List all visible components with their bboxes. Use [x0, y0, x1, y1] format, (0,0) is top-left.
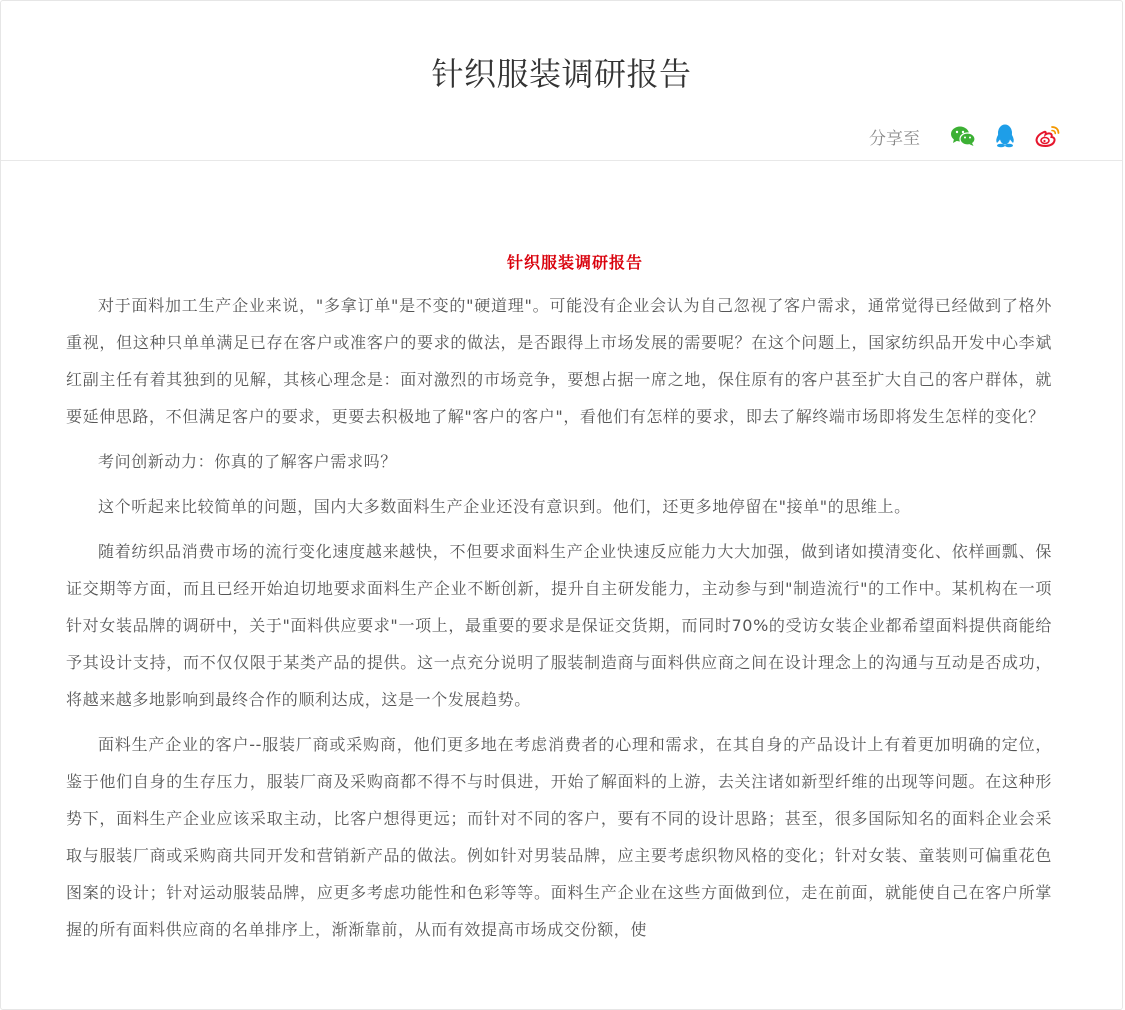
paragraph: 面料生产企业的客户--服装厂商或采购商，他们更多地在考虑消费者的心理和需求，在其自身的产品设计上有着更加明确的定位，鉴于他们自身的生存压力，服装厂商及采购商都不得不与时俱进，开始了解面料的上游，去关注诸如新型纤维的出现等问题。在这种形势下，面料生产企业应该采取主动，比客户想得更远；而针对不同的客户，要有不同的设计思路；甚至，很多国际知名的面料企业会采取与服装厂商或采购商共同开发和营销新产品的做法。例如针对男装品牌，应主要考虑织物风格的变化；针对女装、童装则可偏重花色图案的设计；针对运动服装品牌，应更多考虑功能性和色彩等等。面料生产企业在这些方面做到位，走在前面，就能使自己在客户所掌握的所有面料供应商的名单排序上，渐渐靠前，从而有效提高市场成交份额，使	[66, 735, 1052, 939]
share-bar	[869, 121, 1060, 151]
article-title: 针织服装调研报告	[506, 253, 643, 272]
paragraph: 随着纺织品消费市场的流行变化速度越来越快，不但要求面料生产企业快速反应能力大大加强，做到诸如摸清变化、依样画瓢、保证交期等方面，而且已经开始迫切地要求面料生产企业不断创新，提升自主研发能力，主动参与到"制造流行"的工作中。某机构在一项针对女装品牌的调研中，关于"面料供应要求"一项上，最重要的要求是保证交货期，而同时70%的受访女装企业都希望面料提供商能给予其设计支持，而不仅仅限于某类产品的提供。这一点充分说明了服装制造商与面料供应商之间在设计理念上的沟通与互动是否成功，将越来越多地影响到最终合作的顺利达成，这是一个发展趋势。	[66, 542, 1052, 709]
share-label: 分享至	[869, 128, 920, 149]
paragraph: 考问创新动力：你真的了解客户需求吗？	[98, 452, 397, 471]
paragraph: 对于面料加工生产企业来说，"多拿订单"是不变的"硬道理"。可能没有企业会认为自己忽视了客户需求，通常觉得已经做到了格外重视，但这种只单单满足已存在客户或准客户的要求的做法，是否跟得上市场发展的需要呢？在这个问题上，国家纺织品开发中心李斌红副主任有着其独到的见解，其核心理念是：面对激烈的市场竞争，要想占据一席之地，保住原有的客户甚至扩大自己的客户群体，就要延伸思路，不但满足客户的要求，更要去积极地了解"客户的客户"，看他们有怎样的要求，即去了解终端市场即将发生怎样的变化？	[66, 296, 1052, 426]
qq-icon[interactable]	[992, 123, 1018, 149]
paragraph: 这个听起来比较简单的问题，国内大多数面料生产企业还没有意识到。他们，还更多地停留在"接单"的思维上。	[98, 497, 911, 516]
wechat-icon[interactable]	[950, 123, 976, 149]
article-header	[1, 1, 1122, 161]
article-body	[1, 161, 1122, 948]
weibo-icon[interactable]	[1034, 123, 1060, 149]
page-title: 针织服装调研报告	[431, 55, 692, 93]
